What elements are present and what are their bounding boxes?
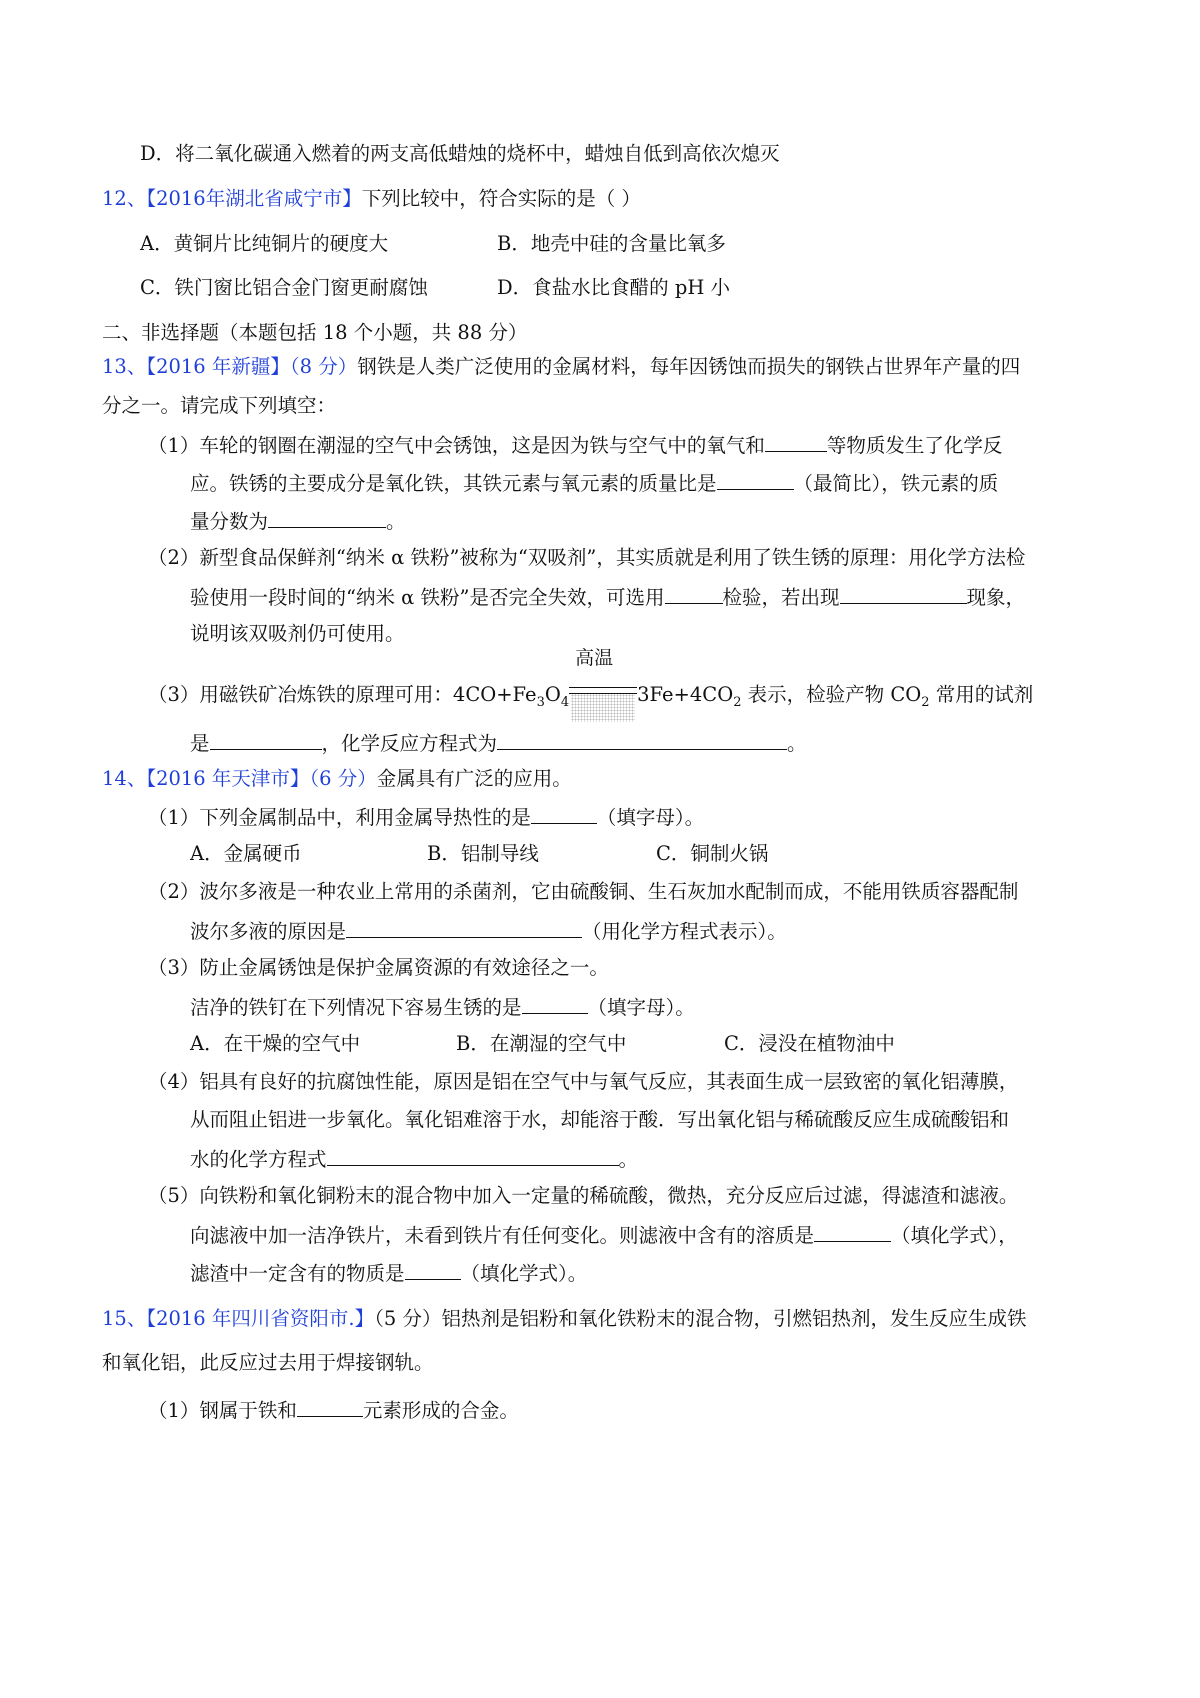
q13-blank-4[interactable] [665,583,723,604]
q13-part1-line3: 量分数为 。 [190,507,406,535]
q12-option-d: D．食盐水比食醋的 pH 小 [497,276,731,299]
q13-stem-line1: 钢铁是人类广泛使用的金属材料，每年因锈蚀而损失的钢铁占世界年产量的四 [357,355,1021,378]
q13-blank-2[interactable] [717,469,794,490]
q13-header [102,354,1020,380]
q13-blank-7[interactable] [497,729,787,750]
q14-part3-line2: 洁净的铁钉在下列情况下容易生锈的是 （填字母）。 [190,993,695,1021]
q13-part2-line1: （2）新型食品保鲜剂“纳米 α 铁粉”被称为“双吸剂”，其实质就是利用了铁生锈的原理：用化学方法检 [148,546,1026,569]
q14-part5-line3: 滤渣中一定含有的物质是 （填化学式）。 [190,1259,587,1287]
q15-score: （5 分） [374,1307,442,1330]
q13-part1-line2: 应。铁锈的主要成分是氧化铁，其铁元素与氧元素的质量比是 （最简比），铁元素的质 [190,469,998,497]
q13-blank-6[interactable] [210,729,322,750]
q15-source: 【2016 年四川省资阳市.】 [146,1307,375,1330]
q15-blank-1[interactable] [297,1396,363,1417]
q12-source: 【2016年湖北省咸宁市】 [146,187,362,210]
q13-part3-line2: 是 ，化学反应方程式为 。 [190,729,807,757]
q15-stem-line2: 和氧化铝，此反应过去用于焊接钢轨。 [102,1351,434,1374]
q15-part1: （1）钢属于铁和 元素形成的合金。 [148,1396,519,1424]
q13-part3-line1: （3）用磁铁矿冶炼铁的原理可用：$4CO+Fe_3O_4$ 高温 $3Fe+4CO_2$ 表示，检验产物 $CO_2$ 常用的试剂 [148,675,1033,716]
q14-number: 14、 [102,767,147,790]
q14-blank-6[interactable] [405,1259,461,1280]
q14-part5-line2: 向滤液中加一洁净铁片，未看到铁片有任何变化。则滤液中含有的溶质是 （填化学式）， [190,1221,1018,1249]
q14-blank-4[interactable] [327,1145,619,1166]
q11-option-d: D．将二氧化碳通入燃着的两支高低蜡烛的烧杯中，蜡烛自低到高依次熄灭 [140,142,780,165]
q14-header [102,766,572,792]
q13-stem-line2: 分之一。请完成下列填空： [102,394,337,417]
q14-part3-option-c: C．浸没在植物油中 [724,1032,895,1055]
q14-part1-option-a: A．金属硬币 [190,842,302,865]
q13-blank-3[interactable] [268,507,386,528]
q14-source: 【2016 年天津市】 [146,767,310,790]
reaction-condition-label: 高温 [575,647,614,669]
q13-blank-1[interactable] [765,431,827,452]
q14-part4-line2: 从而阻止铝进一步氧化。氧化铝难溶于水，却能溶于酸．写出氧化铝与稀硫酸反应生成硫酸铝和 [190,1108,1010,1131]
equals-sign [569,687,637,694]
q12-option-c: C．铁门窗比铝合金门窗更耐腐蚀 [140,276,428,299]
q12-option-a: A．黄铜片比纯铜片的硬度大 [140,232,389,255]
q12-header [102,186,641,212]
q14-part4-line1: （4）铝具有良好的抗腐蚀性能，原因是铝在空气中与氧气反应，其表面生成一层致密的氧化铝薄膜， [148,1070,1019,1093]
q15-header [102,1306,1026,1332]
q13-part2-line3: 说明该双吸剂仍可使用。 [190,622,405,645]
q12-number: 12、 [102,187,147,210]
q14-part3-line1: （3）防止金属锈蚀是保护金属资源的有效途径之一。 [148,956,609,979]
q15-stem-line1: 铝热剂是铝粉和氧化铁粉末的混合物，引燃铝热剂，发生反应生成铁 [441,1307,1027,1330]
q14-part3-option-a: A．在干燥的空气中 [190,1032,361,1055]
q14-part2-line1: （2）波尔多液是一种农业上常用的杀菌剂，它由硫酸铜、生石灰加水配制而成，不能用铁质容器配制 [148,880,1019,903]
q13-source: 【2016 年新疆】 [146,355,290,378]
q12-stem: 下列比较中，符合实际的是（ ） [361,187,641,210]
q14-part5-line1: （5）向铁粉和氧化铜粉末的混合物中加入一定量的稀硫酸，微热，充分反应后过滤，得滤渣和滤液。 [148,1184,1019,1207]
section-heading: 二、非选择题（本题包括 18 个小题，共 88 分） [102,321,528,344]
q13-part1-line1: （1）车轮的钢圈在潮湿的空气中会锈蚀，这是因为铁与空气中的氧气和 等物质发生了化学反 [148,431,1002,459]
q14-blank-1[interactable] [531,803,597,824]
reaction-condition-sign [569,647,637,701]
q13-blank-5[interactable] [840,583,967,604]
q14-stem: 金属具有广泛的应用。 [376,767,572,790]
q14-blank-2[interactable] [346,917,582,938]
q13-part2-line2: 验使用一段时间的“纳米 α 铁粉”是否完全失效，可选用 检验，若出现 现象， [190,583,1025,611]
q14-part1: （1）下列金属制品中，利用金属导热性的是 （填字母）。 [148,803,704,831]
q14-blank-5[interactable] [814,1221,891,1242]
q13-score: （8 分） [289,355,358,378]
q14-blank-3[interactable] [522,993,588,1014]
q14-part4-line3: 水的化学方程式 。 [190,1145,638,1173]
dotted-shading [571,694,635,722]
q12-option-b: B．地壳中硅的含量比氧多 [497,232,726,255]
q13-number: 13、 [102,355,147,378]
q14-part2-line2: 波尔多液的原因是 （用化学方程式表示）。 [190,917,787,945]
q14-part1-option-c: C．铜制火锅 [656,842,769,865]
q14-score: （6 分） [309,767,377,790]
q14-part1-option-b: B．铝制导线 [427,842,539,865]
q14-part3-option-b: B．在潮湿的空气中 [456,1032,627,1055]
q15-number: 15、 [102,1307,147,1330]
